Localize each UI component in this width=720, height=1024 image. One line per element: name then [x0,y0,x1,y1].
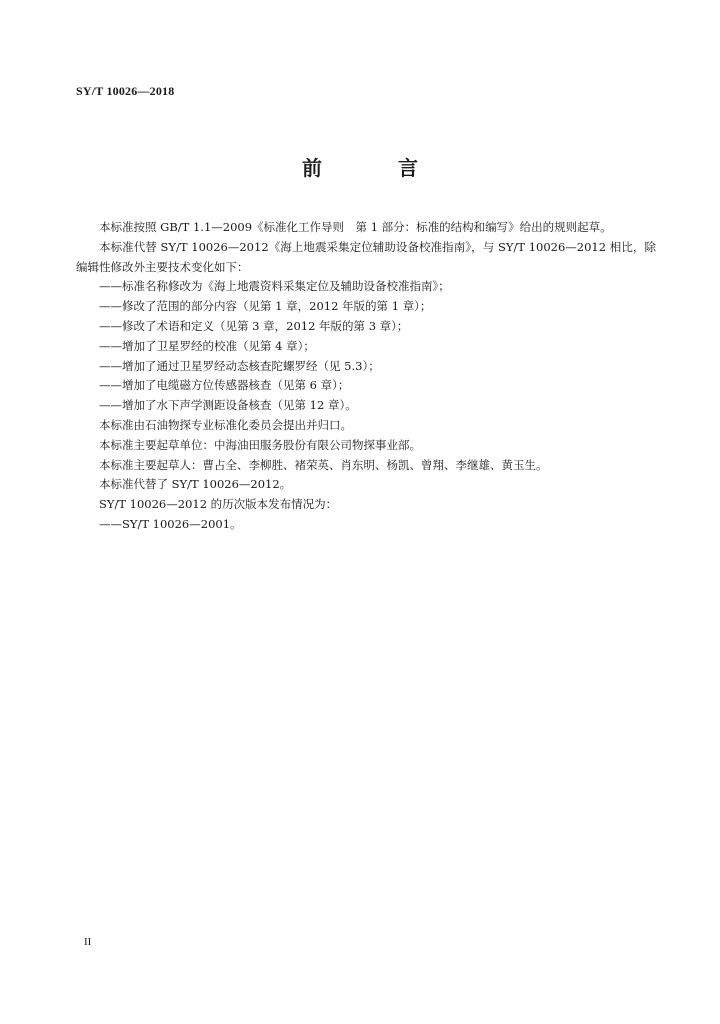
list-item: ——修改了范围的部分内容（见第 1 章，2012 年版的第 1 章）； [99,299,432,314]
list-item: ——增加了卫星罗经的校准（见第 4 章）； [99,338,315,353]
page-number: II [84,936,92,948]
list-item: ——增加了电缆磁方位传感器核查（见第 6 章）； [99,378,350,393]
foreword-body [76,218,656,535]
paragraph-replacement: 本标准代替 SY/T 10026—2012《海上地震采集定位辅助设备校准指南》，与 SY/T 10026—2012 相比，除编辑性修改外主要技术变化如下： [76,239,656,274]
paragraph-drafters: 本标准主要起草人：曹占全、李柳胜、褚荣英、肖东明、杨凯、曾翔、李继雄、黄玉生。 [99,457,548,472]
standard-code: SY/T 10026—2018 [76,84,175,98]
list-item: ——标准名称修改为《海上地震资料采集定位及辅助设备校准指南》； [99,279,450,294]
page-title: 前 言 [302,156,446,180]
paragraph-drafting-rules: 本标准按照 GB/T 1.1—2009《标准化工作导则 第 1 部分：标准的结构和编写》给出的规则起草。 [99,220,612,234]
paragraph-proposer: 本标准由石油物探专业标准化委员会提出并归口。 [99,417,352,432]
list-item: ——增加了通过卫星罗经动态核查陀螺罗经（见 5.3）； [99,358,380,373]
paragraph-replaces: 本标准代替了 SY/T 10026—2012。 [99,477,292,492]
list-item: ——SY/T 10026—2001。 [99,516,242,531]
paragraph-version-history: SY/T 10026—2012 的历次版本发布情况为： [99,497,338,512]
paragraph-drafting-unit: 本标准主要起草单位：中海油田服务股份有限公司物探事业部。 [99,437,421,452]
list-item: ——增加了水下声学测距设备核查（见第 12 章）。 [99,398,357,413]
list-item: ——修改了术语和定义（见第 3 章，2012 年版的第 3 章）； [99,318,409,333]
